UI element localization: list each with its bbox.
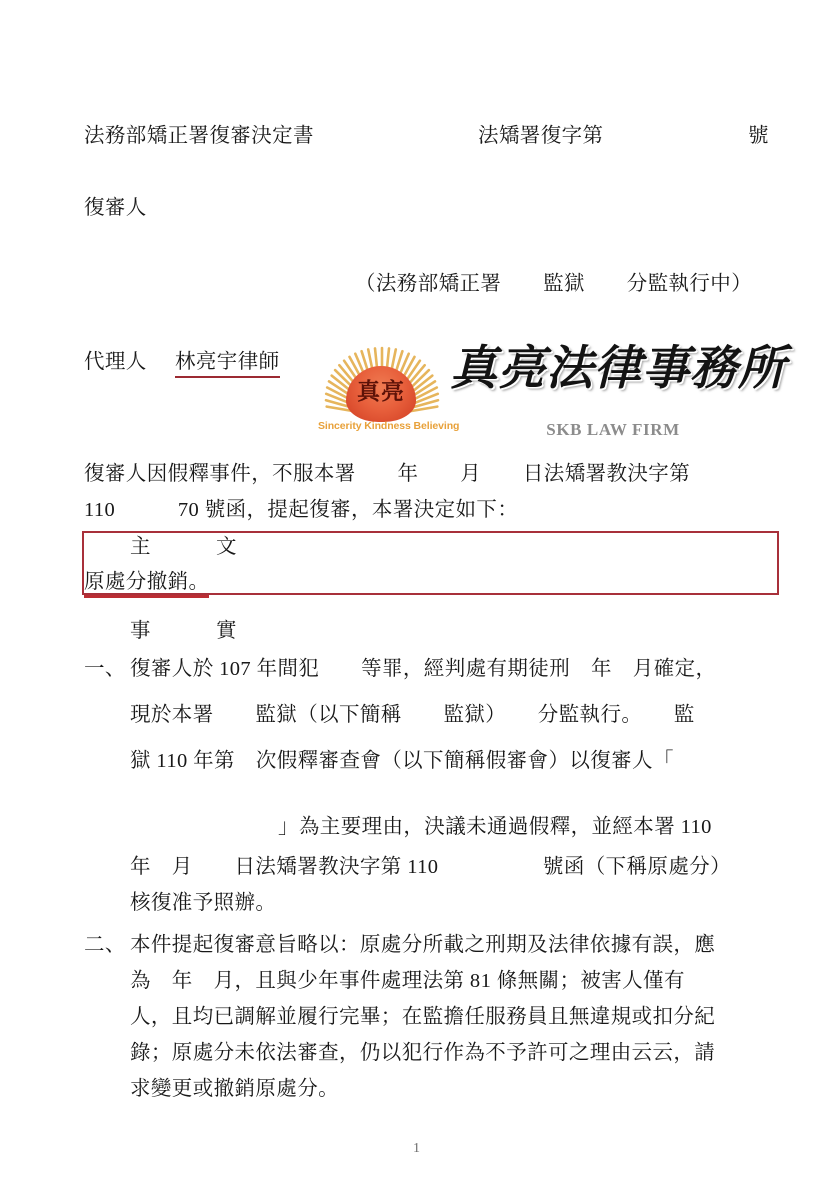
intro-line-2: 110 70 號函，提起復審，本署決定如下： [84, 499, 519, 521]
facts-item-1-line-6: 核復准予照辦。 [130, 892, 277, 914]
agent-label: 代理人 [84, 351, 147, 373]
firm-name-en: SKB LAW FIRM [546, 420, 680, 439]
facts-item-2-line-1: 本件提起復審意旨略以：原處分所載之刑期及法律依據有誤，應 [130, 934, 716, 956]
ruling-heading: 主 文 [130, 536, 238, 558]
facts-item-1-line-4: 」為主要理由，決議未通過假釋，並經本署 110 [278, 816, 712, 838]
facts-item-2-line-3: 人，且均已調解並履行完畢；在監擔任服務員且無違規或扣分紀 [130, 1006, 716, 1028]
intro-line-1: 復審人因假釋事件，不服本署 年 月 日法矯署教決字第 [84, 463, 691, 485]
ruling-text: 原處分撤銷。 [84, 572, 209, 598]
document-number-unit: 號 [748, 125, 769, 147]
appellant-label: 復審人 [84, 197, 147, 219]
logo-tagline: Sincerity Kindness Believing [318, 420, 460, 432]
firm-name-zh: 真亮法律事務所 [450, 343, 786, 395]
document-title: 法務部矯正署復審決定書 [84, 125, 314, 147]
document-number-label: 法矯署復字第 [478, 125, 604, 147]
facts-item-2-line-4: 錄；原處分未依法審查，仍以犯行作為不予許可之理由云云，請 [130, 1042, 716, 1064]
institution-line: （法務部矯正署 監獄 分監執行中） [355, 273, 753, 295]
facts-item-marker: 二、 [84, 934, 126, 956]
facts-item-1-line-5: 年 月 日法矯署教決字第 110 號函（下稱原處分） [130, 856, 732, 878]
logo-dome-characters: 真亮 [357, 379, 405, 404]
agent-name: 林亮宇律師 [175, 352, 280, 378]
sunburst-logo-icon [318, 344, 460, 444]
facts-item-1-line-1: 復審人於 107 年間犯 等罪，經判處有期徒刑 年 月確定， [130, 658, 717, 680]
page-number: 1 [413, 1141, 420, 1156]
facts-item-2-line-2: 為 年 月，且與少年事件處理法第 81 條無關；被害人僅有 [130, 970, 685, 992]
facts-item-1-line-2: 現於本署 監獄（以下簡稱 監獄） 分監執行。 監 [130, 704, 695, 726]
facts-item-marker: 一、 [84, 658, 126, 680]
facts-item-2-line-5: 求變更或撤銷原處分。 [130, 1078, 339, 1100]
facts-heading: 事 實 [130, 620, 238, 642]
law-firm-logo [318, 343, 786, 448]
facts-item-1-line-3: 獄 110 年第 次假釋審查會（以下簡稱假審會）以復審人「 [130, 750, 674, 772]
